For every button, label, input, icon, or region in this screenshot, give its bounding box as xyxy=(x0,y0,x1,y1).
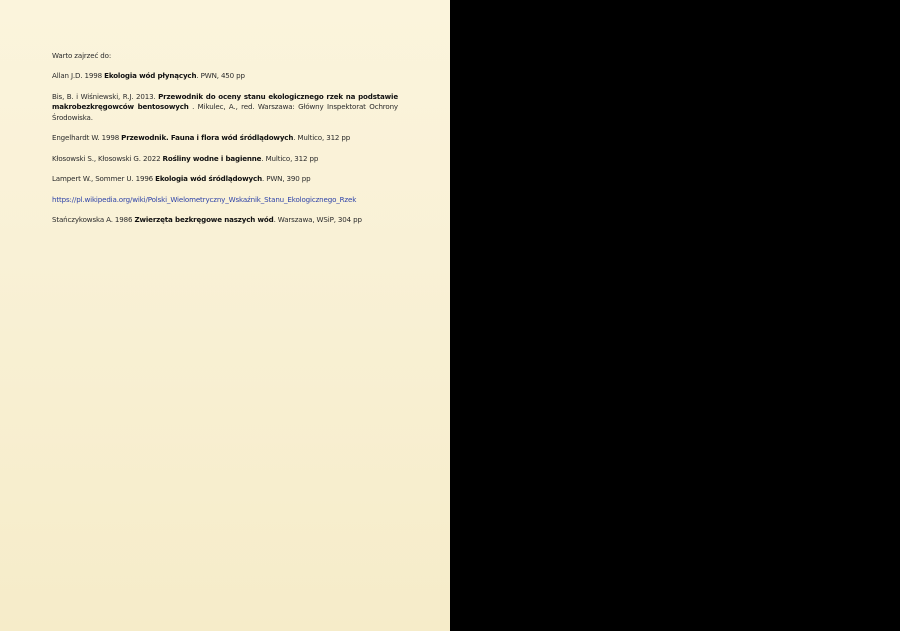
reference-klosowski xyxy=(52,154,398,164)
intro-text: Warto zajrzeć do: xyxy=(52,51,112,60)
references-list xyxy=(52,51,398,235)
wikipedia-link[interactable]: https://pl.wikipedia.org/wiki/Polski_Wielometryczny_Wskaźnik_Stanu_Ekologicznego_Rzek xyxy=(52,194,357,204)
reference-title: Rośliny wodne i bagienne xyxy=(162,153,262,163)
reference-author: Engelhardt W. 1998 xyxy=(52,133,122,143)
reference-author: Allan J.D. 1998 xyxy=(52,71,105,81)
reference-title: Ekologia wód płynących xyxy=(104,71,197,81)
reference-title: Ekologia wód śródlądowych xyxy=(155,174,262,184)
reference-author: Stańczykowska A. 1986 xyxy=(52,214,135,224)
reference-author: Lampert W., Sommer U. 1996 xyxy=(52,174,156,184)
reference-lampert xyxy=(52,174,398,184)
reference-publisher: . Multico, 312 pp xyxy=(293,133,351,143)
reference-author: Bis, B. i Wiśniewski, R.J. 2013. xyxy=(52,91,159,101)
reference-title: Przewodnik do oceny stanu ekologicznego rzek na podstawie makrobezkręgowców bentosowych xyxy=(52,91,398,112)
reference-publisher: . Multico, 312 pp xyxy=(261,153,319,163)
reference-publisher: . Mikulec, A., red. Warszawa: Główny Inspektorat Ochrony Środowiska. xyxy=(52,102,398,122)
reference-allan xyxy=(52,71,398,81)
reference-title: Przewodnik. Fauna i flora wód śródlądowych xyxy=(121,133,294,143)
reference-engelhardt xyxy=(52,133,398,143)
empty-panel xyxy=(450,0,900,631)
reference-author: Kłosowski S., Kłosowski G. 2022 xyxy=(52,153,163,163)
reference-title: Zwierzęta bezkręgowe naszych wód xyxy=(134,214,274,224)
reference-stanczykowska xyxy=(52,215,398,225)
reference-publisher: . Warszawa, WSiP, 304 pp xyxy=(273,214,362,224)
reference-bis xyxy=(52,92,398,123)
reference-publisher: . PWN, 450 pp xyxy=(196,71,245,81)
reference-publisher: . PWN, 390 pp xyxy=(261,174,311,184)
